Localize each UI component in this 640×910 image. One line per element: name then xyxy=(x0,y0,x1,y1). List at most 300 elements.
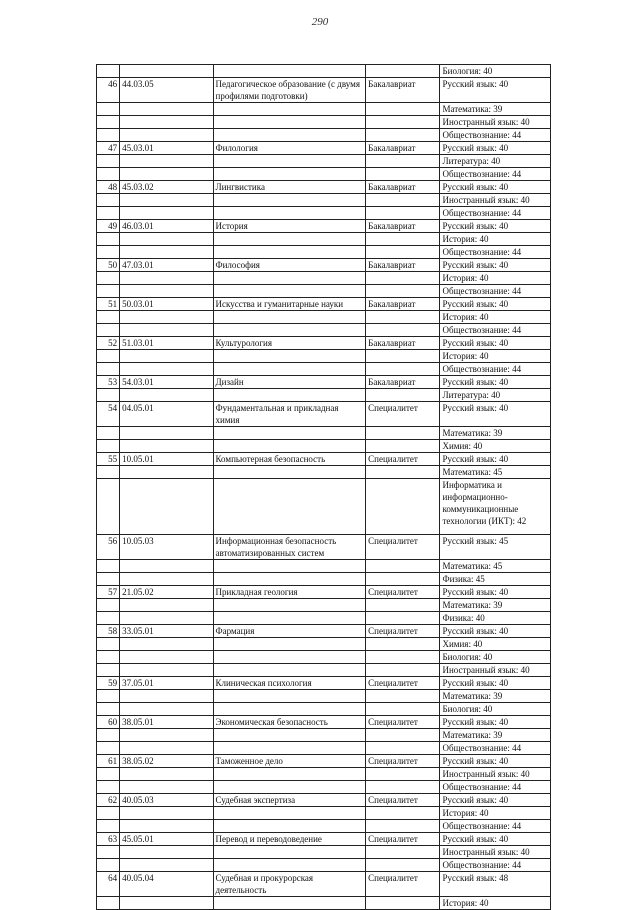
specialty-code: 46.03.01 xyxy=(120,220,213,233)
specialty-name xyxy=(213,103,366,116)
subject-cell: Обществознание: 44 xyxy=(440,324,551,337)
specialty-code xyxy=(120,846,213,859)
specialty-code xyxy=(120,768,213,781)
subject-cell: Русский язык: 40 xyxy=(440,220,551,233)
row-number: 55 xyxy=(97,453,120,466)
specialty-name: Фармация xyxy=(213,625,366,638)
row-number xyxy=(97,638,120,651)
table-row xyxy=(97,337,551,350)
table-row xyxy=(97,350,551,363)
row-number xyxy=(97,246,120,259)
subject-cell: Математика: 39 xyxy=(440,103,551,116)
specialty-name xyxy=(213,389,366,402)
specialty-code xyxy=(120,350,213,363)
education-level xyxy=(366,155,440,168)
education-level: Специалитет xyxy=(366,535,440,560)
admission-table xyxy=(96,64,551,910)
education-level: Специалитет xyxy=(366,833,440,846)
table-row xyxy=(97,573,551,586)
table-row xyxy=(97,833,551,846)
row-number xyxy=(97,807,120,820)
education-level xyxy=(366,168,440,181)
table-row xyxy=(97,755,551,768)
subject-cell: Математика: 39 xyxy=(440,729,551,742)
education-level xyxy=(366,560,440,573)
row-number xyxy=(97,103,120,116)
specialty-name xyxy=(213,897,366,910)
empty-cell xyxy=(97,65,120,78)
education-level: Бакалавриат xyxy=(366,220,440,233)
table-row xyxy=(97,259,551,272)
specialty-name: Филология xyxy=(213,142,366,155)
specialty-code: 51.03.01 xyxy=(120,337,213,350)
table-row xyxy=(97,78,551,103)
row-number xyxy=(97,272,120,285)
specialty-code: 21.05.02 xyxy=(120,586,213,599)
specialty-name xyxy=(213,363,366,376)
row-number xyxy=(97,742,120,755)
row-number xyxy=(97,168,120,181)
table-row xyxy=(97,220,551,233)
row-number xyxy=(97,729,120,742)
specialty-name xyxy=(213,859,366,872)
specialty-code xyxy=(120,560,213,573)
row-number: 51 xyxy=(97,298,120,311)
table-row xyxy=(97,479,551,535)
education-level xyxy=(366,690,440,703)
table-row xyxy=(97,466,551,479)
row-number xyxy=(97,207,120,220)
specialty-code: 04.05.01 xyxy=(120,402,213,427)
subject-cell: История: 40 xyxy=(440,233,551,246)
row-number: 54 xyxy=(97,402,120,427)
education-level xyxy=(366,207,440,220)
table-row xyxy=(97,807,551,820)
subject-cell: Математика: 45 xyxy=(440,466,551,479)
table-row xyxy=(97,729,551,742)
specialty-code xyxy=(120,207,213,220)
row-number xyxy=(97,768,120,781)
specialty-name xyxy=(213,807,366,820)
specialty-name xyxy=(213,820,366,833)
row-number xyxy=(97,859,120,872)
specialty-name xyxy=(213,440,366,453)
table-row xyxy=(97,376,551,389)
row-number xyxy=(97,324,120,337)
subject-cell: Русский язык: 40 xyxy=(440,677,551,690)
empty-cell xyxy=(213,65,366,78)
row-number: 46 xyxy=(97,78,120,103)
specialty-code xyxy=(120,781,213,794)
subject-cell: Русский язык: 48 xyxy=(440,872,551,897)
row-number xyxy=(97,560,120,573)
specialty-name xyxy=(213,638,366,651)
table-row xyxy=(97,872,551,897)
table-row xyxy=(97,897,551,910)
subject-cell: Русский язык: 40 xyxy=(440,453,551,466)
education-level xyxy=(366,807,440,820)
row-number: 61 xyxy=(97,755,120,768)
row-number xyxy=(97,690,120,703)
table-row xyxy=(97,560,551,573)
subject-cell: Обществознание: 44 xyxy=(440,820,551,833)
row-number xyxy=(97,194,120,207)
subject-cell: История: 40 xyxy=(440,350,551,363)
specialty-code xyxy=(120,246,213,259)
subject-cell: Иностранный язык: 40 xyxy=(440,846,551,859)
table-row xyxy=(97,389,551,402)
specialty-code xyxy=(120,285,213,298)
specialty-name xyxy=(213,612,366,625)
subject-cell: Обществознание: 44 xyxy=(440,859,551,872)
education-level: Бакалавриат xyxy=(366,78,440,103)
table-row xyxy=(97,155,551,168)
education-level xyxy=(366,324,440,337)
specialty-name xyxy=(213,768,366,781)
table-row xyxy=(97,311,551,324)
specialty-name: Информационная безопасность автоматизированных систем xyxy=(213,535,366,560)
education-level xyxy=(366,103,440,116)
subject-cell: Русский язык: 40 xyxy=(440,716,551,729)
subject-cell: Русский язык: 40 xyxy=(440,625,551,638)
subject-cell: Физика: 40 xyxy=(440,612,551,625)
subject-cell: Русский язык: 40 xyxy=(440,337,551,350)
specialty-name xyxy=(213,466,366,479)
education-level xyxy=(366,389,440,402)
education-level xyxy=(366,599,440,612)
subject-cell: Математика: 39 xyxy=(440,690,551,703)
education-level: Специалитет xyxy=(366,677,440,690)
row-number xyxy=(97,897,120,910)
row-number xyxy=(97,612,120,625)
specialty-code xyxy=(120,194,213,207)
education-level xyxy=(366,440,440,453)
specialty-code xyxy=(120,690,213,703)
specialty-name xyxy=(213,781,366,794)
row-number xyxy=(97,440,120,453)
specialty-code: 10.05.03 xyxy=(120,535,213,560)
table-row xyxy=(97,716,551,729)
subject-cell: Математика: 39 xyxy=(440,599,551,612)
specialty-name: Экономическая безопасность xyxy=(213,716,366,729)
education-level xyxy=(366,363,440,376)
subject-cell: Обществознание: 44 xyxy=(440,285,551,298)
subject-cell: Обществознание: 44 xyxy=(440,246,551,259)
table-row xyxy=(97,651,551,664)
table-row xyxy=(97,207,551,220)
row-number xyxy=(97,363,120,376)
education-level: Специалитет xyxy=(366,794,440,807)
specialty-code: 38.05.01 xyxy=(120,716,213,729)
education-level xyxy=(366,781,440,794)
specialty-name: Судебная экспертиза xyxy=(213,794,366,807)
table-row xyxy=(97,129,551,142)
specialty-code xyxy=(120,651,213,664)
specialty-code xyxy=(120,479,213,535)
table-row xyxy=(97,781,551,794)
education-level: Специалитет xyxy=(366,716,440,729)
table-row xyxy=(97,599,551,612)
specialty-code: 45.03.02 xyxy=(120,181,213,194)
table-row xyxy=(97,298,551,311)
row-number xyxy=(97,155,120,168)
education-level xyxy=(366,194,440,207)
table-row xyxy=(97,820,551,833)
row-number: 56 xyxy=(97,535,120,560)
specialty-code: 44.03.05 xyxy=(120,78,213,103)
specialty-name xyxy=(213,690,366,703)
subject-cell: Обществознание: 44 xyxy=(440,363,551,376)
row-number xyxy=(97,846,120,859)
specialty-name xyxy=(213,651,366,664)
education-level xyxy=(366,768,440,781)
specialty-code xyxy=(120,440,213,453)
subject-cell: Биология: 40 xyxy=(440,651,551,664)
specialty-name: Таможенное дело xyxy=(213,755,366,768)
specialty-code xyxy=(120,272,213,285)
row-number: 64 xyxy=(97,872,120,897)
specialty-code xyxy=(120,573,213,586)
subject-cell: Русский язык: 40 xyxy=(440,833,551,846)
specialty-name: Искусства и гуманитарные науки xyxy=(213,298,366,311)
row-number: 53 xyxy=(97,376,120,389)
row-number: 62 xyxy=(97,794,120,807)
specialty-name: Судебная и прокурорская деятельность xyxy=(213,872,366,897)
table-row xyxy=(97,859,551,872)
specialty-code xyxy=(120,129,213,142)
table-row xyxy=(97,535,551,560)
table-row xyxy=(97,664,551,677)
specialty-name xyxy=(213,129,366,142)
row-number: 49 xyxy=(97,220,120,233)
subject-cell: Обществознание: 44 xyxy=(440,207,551,220)
specialty-name xyxy=(213,246,366,259)
row-number: 50 xyxy=(97,259,120,272)
row-number: 48 xyxy=(97,181,120,194)
education-level: Специалитет xyxy=(366,453,440,466)
education-level: Бакалавриат xyxy=(366,298,440,311)
specialty-code xyxy=(120,820,213,833)
row-number: 58 xyxy=(97,625,120,638)
specialty-name xyxy=(213,742,366,755)
row-number xyxy=(97,129,120,142)
subject-cell: История: 40 xyxy=(440,807,551,820)
specialty-name xyxy=(213,846,366,859)
table-row xyxy=(97,625,551,638)
education-level xyxy=(366,129,440,142)
subject-cell: Русский язык: 40 xyxy=(440,755,551,768)
table-row xyxy=(97,794,551,807)
table-row xyxy=(97,285,551,298)
subject-cell: Химия: 40 xyxy=(440,638,551,651)
specialty-name xyxy=(213,324,366,337)
specialty-name: Культурология xyxy=(213,337,366,350)
specialty-name xyxy=(213,272,366,285)
row-number: 47 xyxy=(97,142,120,155)
specialty-code xyxy=(120,807,213,820)
subject-cell: Математика: 45 xyxy=(440,560,551,573)
specialty-code: 40.05.03 xyxy=(120,794,213,807)
specialty-code xyxy=(120,168,213,181)
row-number xyxy=(97,311,120,324)
row-number xyxy=(97,781,120,794)
specialty-code: 38.05.02 xyxy=(120,755,213,768)
specialty-name xyxy=(213,427,366,440)
specialty-code: 45.05.01 xyxy=(120,833,213,846)
table-row xyxy=(97,690,551,703)
education-level xyxy=(366,846,440,859)
specialty-code xyxy=(120,742,213,755)
education-level: Бакалавриат xyxy=(366,259,440,272)
specialty-name xyxy=(213,350,366,363)
specialty-code xyxy=(120,703,213,716)
subject-cell: Обществознание: 44 xyxy=(440,129,551,142)
row-number: 63 xyxy=(97,833,120,846)
specialty-code xyxy=(120,116,213,129)
education-level xyxy=(366,466,440,479)
subject-cell: История: 40 xyxy=(440,272,551,285)
subject-cell: Русский язык: 40 xyxy=(440,259,551,272)
specialty-code: 50.03.01 xyxy=(120,298,213,311)
specialty-code: 40.05.04 xyxy=(120,872,213,897)
specialty-name xyxy=(213,233,366,246)
specialty-code: 33.05.01 xyxy=(120,625,213,638)
subject-cell: Иностранный язык: 40 xyxy=(440,194,551,207)
specialty-name: Клиническая психология xyxy=(213,677,366,690)
row-number xyxy=(97,466,120,479)
specialty-name xyxy=(213,479,366,535)
education-level xyxy=(366,729,440,742)
row-number xyxy=(97,651,120,664)
table-row xyxy=(97,272,551,285)
specialty-name xyxy=(213,573,366,586)
education-level xyxy=(366,479,440,535)
table-row xyxy=(97,194,551,207)
row-number xyxy=(97,664,120,677)
row-number xyxy=(97,233,120,246)
table-row xyxy=(97,402,551,427)
subject-cell: История: 40 xyxy=(440,311,551,324)
education-level xyxy=(366,350,440,363)
subject-cell: Русский язык: 40 xyxy=(440,586,551,599)
subject-cell: Биология: 40 xyxy=(440,703,551,716)
education-level xyxy=(366,703,440,716)
education-level xyxy=(366,272,440,285)
row-number: 59 xyxy=(97,677,120,690)
subject-cell: Русский язык: 40 xyxy=(440,142,551,155)
subject-cell: Русский язык: 40 xyxy=(440,298,551,311)
specialty-code: 45.03.01 xyxy=(120,142,213,155)
specialty-code xyxy=(120,638,213,651)
table-body xyxy=(97,65,551,910)
specialty-code: 37.05.01 xyxy=(120,677,213,690)
page-number: 290 xyxy=(311,16,329,28)
specialty-name: Перевод и переводоведение xyxy=(213,833,366,846)
empty-cell xyxy=(366,65,440,78)
specialty-code xyxy=(120,103,213,116)
table-row xyxy=(97,440,551,453)
specialty-name xyxy=(213,194,366,207)
table-row xyxy=(97,612,551,625)
table-row xyxy=(97,324,551,337)
subject-cell: Информатика и информационно-коммуникационные технологии (ИКТ): 42 xyxy=(440,479,551,535)
subject-cell: Химия: 40 xyxy=(440,440,551,453)
education-level xyxy=(366,427,440,440)
subject-cell: История: 40 xyxy=(440,897,551,910)
specialty-name: Компьютерная безопасность xyxy=(213,453,366,466)
subject-cell: Литература: 40 xyxy=(440,155,551,168)
row-number xyxy=(97,389,120,402)
row-number xyxy=(97,573,120,586)
subject-cell: Обществознание: 44 xyxy=(440,781,551,794)
specialty-code xyxy=(120,897,213,910)
education-level xyxy=(366,246,440,259)
specialty-name xyxy=(213,168,366,181)
subject-cell: Биология: 40 xyxy=(440,65,551,78)
row-number xyxy=(97,820,120,833)
row-number xyxy=(97,427,120,440)
subject-cell: Обществознание: 44 xyxy=(440,742,551,755)
row-number: 57 xyxy=(97,586,120,599)
subject-cell: Обществознание: 44 xyxy=(440,168,551,181)
education-level: Бакалавриат xyxy=(366,337,440,350)
subject-cell: Литература: 40 xyxy=(440,389,551,402)
specialty-name xyxy=(213,703,366,716)
table-row-continuation xyxy=(97,65,551,78)
specialty-code xyxy=(120,155,213,168)
row-number: 60 xyxy=(97,716,120,729)
education-level: Бакалавриат xyxy=(366,376,440,389)
education-level: Бакалавриат xyxy=(366,142,440,155)
subject-cell: Русский язык: 45 xyxy=(440,535,551,560)
table-row xyxy=(97,181,551,194)
specialty-name xyxy=(213,207,366,220)
table-row xyxy=(97,703,551,716)
specialty-name xyxy=(213,285,366,298)
specialty-name xyxy=(213,311,366,324)
specialty-name: История xyxy=(213,220,366,233)
education-level: Специалитет xyxy=(366,625,440,638)
table-row xyxy=(97,168,551,181)
subject-cell: Русский язык: 40 xyxy=(440,376,551,389)
specialty-code: 10.05.01 xyxy=(120,453,213,466)
education-level: Специалитет xyxy=(366,755,440,768)
specialty-code xyxy=(120,729,213,742)
table-row xyxy=(97,638,551,651)
table-row xyxy=(97,246,551,259)
specialty-code xyxy=(120,233,213,246)
specialty-name: Лингвистика xyxy=(213,181,366,194)
row-number xyxy=(97,599,120,612)
subject-cell: Русский язык: 40 xyxy=(440,402,551,427)
education-level xyxy=(366,651,440,664)
specialty-name xyxy=(213,155,366,168)
education-level: Специалитет xyxy=(366,402,440,427)
row-number: 52 xyxy=(97,337,120,350)
specialty-code xyxy=(120,311,213,324)
table-row xyxy=(97,103,551,116)
specialty-name: Дизайн xyxy=(213,376,366,389)
table-row xyxy=(97,142,551,155)
subject-cell: Русский язык: 40 xyxy=(440,181,551,194)
empty-cell xyxy=(120,65,213,78)
subject-cell: Русский язык: 40 xyxy=(440,794,551,807)
specialty-code xyxy=(120,427,213,440)
table-row xyxy=(97,363,551,376)
education-level xyxy=(366,897,440,910)
specialty-name: Педагогическое образование (с двумя профилями подготовки) xyxy=(213,78,366,103)
specialty-code xyxy=(120,466,213,479)
